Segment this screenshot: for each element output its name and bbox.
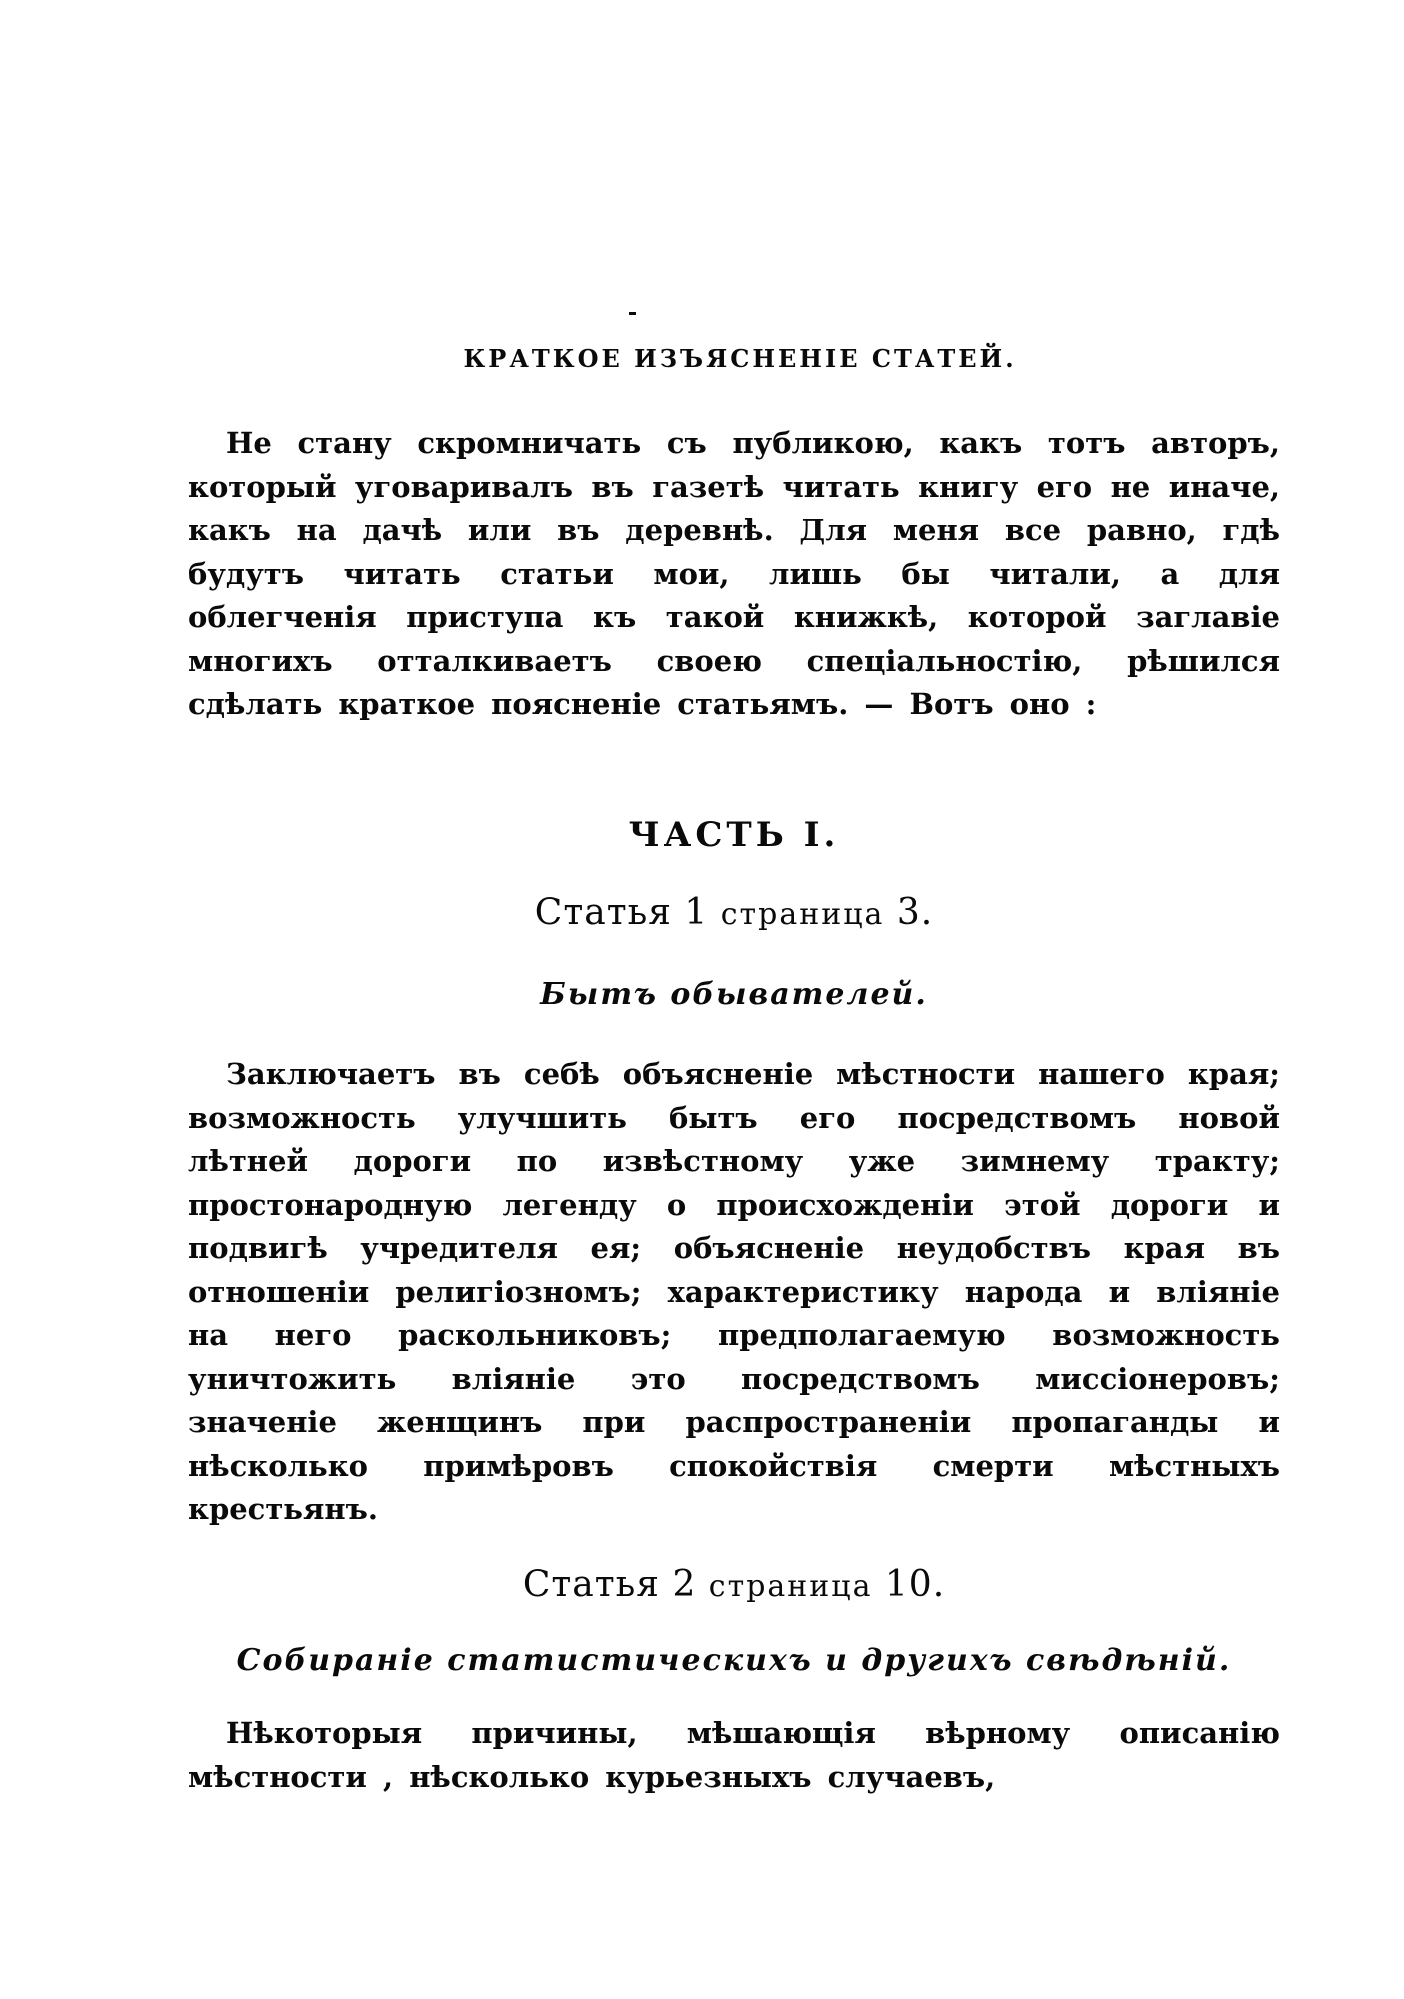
article-2-summary: Нѣкоторыя причины, мѣшающія вѣрному описанію мѣстности , нѣсколько курьезныхъ случаевъ, bbox=[188, 1716, 1280, 1794]
page-heading: КРАТКОЕ ИЗЪЯСНЕНІЕ СТАТЕЙ. bbox=[463, 344, 1017, 374]
article-1-summary: Заключаетъ въ себѣ объясненіе мѣстности нашего края; возможность улучшить бытъ его посредствомъ новой лѣтней дороги по извѣстному уже зимнему тракту; простонародную легенду о происхожденіи этой дороги и подвигѣ учредителя ея; объясненіе неудобствъ края въ отношеніи религіозномъ; характеристику народа и вліяніе на него раскольниковъ; предполагаемую возможность уничтожить вліяніе это посредствомъ миссіонеровъ; значеніе женщинъ при распространеніи пропаганды и нѣсколько примѣровъ спокойствія смерти мѣстныхъ крестьянъ. bbox=[188, 1057, 1280, 1526]
article-2-title: Собираніе статистическихъ и другихъ свѣдѣній. bbox=[236, 1643, 1232, 1678]
printing-speck bbox=[629, 312, 636, 315]
article-1-heading bbox=[188, 892, 1280, 933]
article-label: Статья bbox=[522, 1564, 660, 1605]
intro-paragraph: Не стану скромничать съ публикою, какъ тотъ авторъ, который уговаривалъ въ газетѣ читать книгу его не иначе, какъ на дачѣ или въ деревнѣ. Для меня все равно, гдѣ будутъ читать статьи мои, лишь бы читали, а для облегченія приступа къ такой книжкѣ, которой заглавіе многихъ отталкиваетъ своею спеціальностію, рѣшился сдѣлать краткое поясненіе статьямъ. — Вотъ оно : bbox=[188, 426, 1280, 721]
page-label: страница bbox=[708, 1569, 873, 1604]
article-number: 2 bbox=[672, 1564, 697, 1605]
page-number: 3. bbox=[896, 892, 934, 933]
article-2-heading bbox=[188, 1564, 1280, 1605]
article-1-title: Бытъ обывателей. bbox=[540, 977, 928, 1012]
article-label: Статья bbox=[534, 892, 672, 933]
page-number: 10. bbox=[884, 1564, 946, 1605]
page-label: страница bbox=[720, 897, 885, 932]
article-number: 1 bbox=[684, 892, 709, 933]
part-title: ЧАСТЬ I. bbox=[628, 815, 840, 855]
